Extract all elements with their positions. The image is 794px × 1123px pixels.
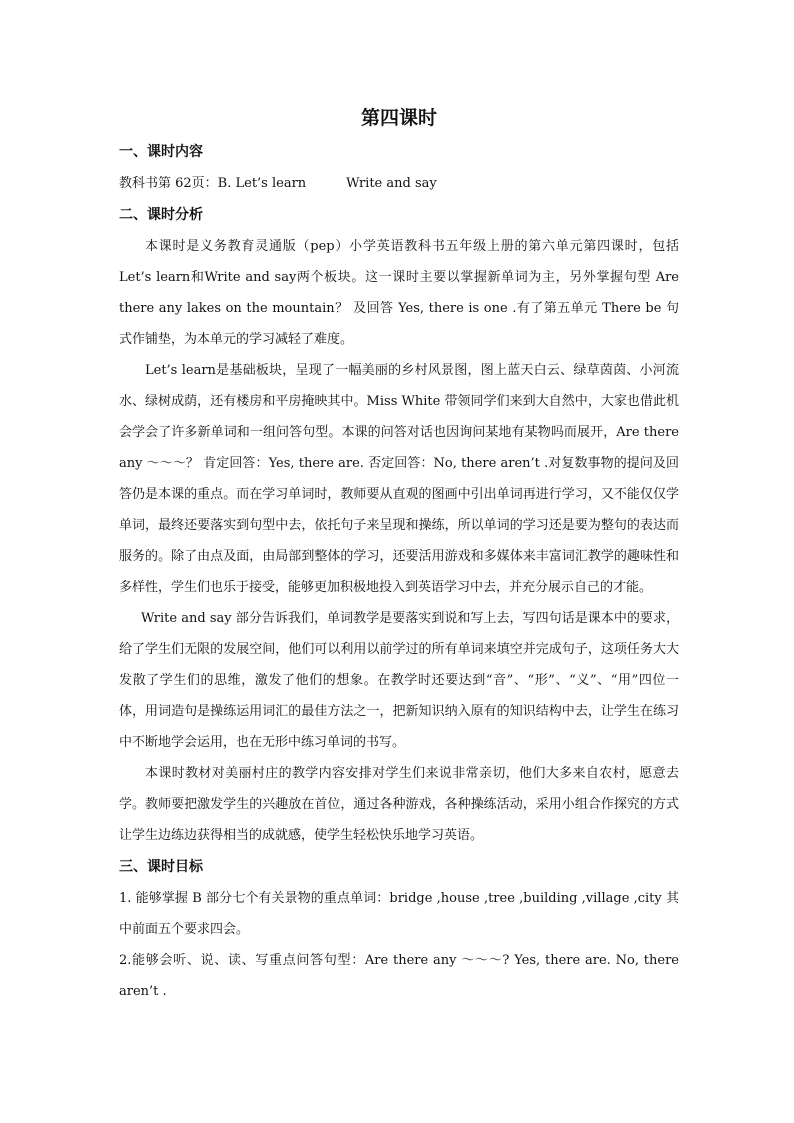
- goal-item-2: 2.能够会听、说、读、写重点问答句型：Are there any ～～～? Yes, there are. No, there aren’t .: [119, 953, 679, 999]
- analysis-paragraph-1: 本课时是义务教育灵通版（pep）小学英语教科书五年级上册的第六单元第四课时，包括Let’s learn和Write and say两个板块。这一课时主要以掌握新单词为主，另外掌握句型 Are there any lakes on the mountain？ 及回答 Yes, there is one .有了第五单元 There be 句式作铺垫，为本单元的学习减轻了难度。: [119, 239, 679, 347]
- section-heading-analysis: 二、课时分析: [119, 207, 203, 223]
- textbook-reference-page: 教科书第 62页：B. Let’s learn: [119, 176, 307, 191]
- document-body: [119, 100, 679, 1007]
- analysis-paragraph-3: Write and say 部分告诉我们，单词教学是要落实到说和写上去，写四句话是课本中的要求，给了学生们无限的发展空间，他们可以利用以前学过的所有单词来填空并完成句子，这项任务大大发散了学生们的思维，激发了他们的想象。在教学时还要达到“音”、“形”、“义”、“用”四位一体，用词造句是操练运用词汇的最佳方法之一，把新知识纳入原有的知识结构中去，让学生在练习中不断地学会运用，也在无形中练习单词的书写。: [119, 611, 679, 750]
- section-heading-goals: 三、课时目标: [119, 859, 203, 875]
- textbook-reference-section: Write and say: [346, 176, 437, 191]
- goal-item-1: 1. 能够掌握 B 部分七个有关景物的重点单词：bridge ,house ,tree ,building ,village ,city 其中前面五个要求四会。: [119, 891, 679, 937]
- analysis-paragraph-4: 本课时教材对美丽村庄的教学内容安排对学生们来说非常亲切，他们大多来自农村，愿意去学。教师要把激发学生的兴趣放在首位，通过各种游戏，各种操练活动，采用小组合作探究的方式让学生边练边获得相当的成就感，使学生轻松快乐地学习英语。: [119, 766, 679, 843]
- section-heading-content: 一、课时内容: [119, 144, 203, 160]
- page-title: 第四课时: [360, 107, 437, 129]
- analysis-paragraph-2: Let’s learn是基础板块，呈现了一幅美丽的乡村风景图，图上蓝天白云、绿草茵茵、小河流水、绿树成荫，还有楼房和平房掩映其中。Miss White 带领同学们来到大自然中，大家也借此机会学会了许多新单词和一组问答句型。本课的问答对话也因询问某地有某物吗而展开，Are there any ～～～？ 肯定回答：Yes, there are. 否定回答：No, there aren’t .对复数事物的提问及回答仍是本课的重点。而在学习单词时，教师要从直观的图画中引出单词再进行学习，又不能仅仅学单词，最终还要落实到句型中去，依托句子来呈现和操练，所以单词的学习还是要为整句的表达而服务的。除了由点及面，由局部到整体的学习，还要活用游戏和多媒体来丰富词汇教学的趣味性和多样性，学生们也乐于接受，能够更加积极地投入到英语学习中去，并充分展示自己的才能。: [119, 363, 679, 595]
- textbook-reference: [119, 168, 679, 199]
